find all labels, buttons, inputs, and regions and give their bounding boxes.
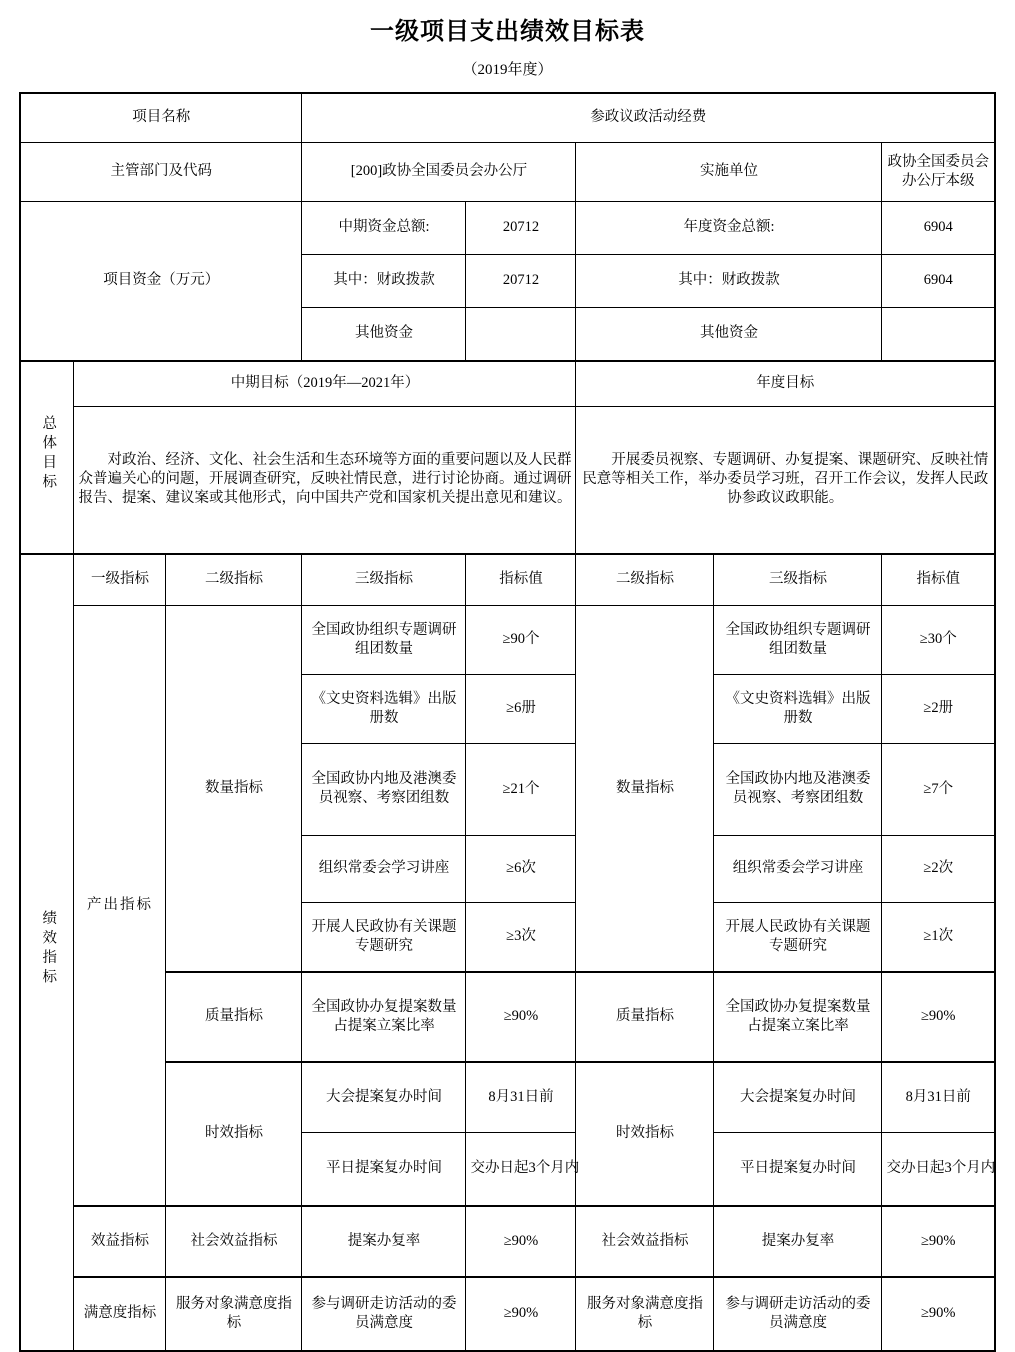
funding-mid-approp-label: 其中：财政拨款 — [302, 254, 466, 307]
indicator-name-annual: 全国政协内地及港澳委员视察、考察团组数 — [714, 743, 882, 835]
col-header-level2-mid: 二级指标 — [166, 554, 302, 606]
level2-quantity-mid: 数量指标 — [166, 605, 302, 972]
indicator-name-annual: 参与调研走访活动的委员满意度 — [714, 1277, 882, 1351]
department-label: 主管部门及代码 — [20, 142, 302, 201]
level2-quantity-annual: 数量指标 — [576, 605, 714, 972]
overall-goal-row-label — [20, 361, 74, 554]
funding-annual-other-label: 其他资金 — [576, 307, 882, 361]
indicator-name-annual: 组织常委会学习讲座 — [714, 835, 882, 902]
page-title: 一级项目支出绩效目标表 — [370, 19, 645, 45]
indicator-value-mid: ≥90个 — [466, 605, 576, 674]
project-name-label: 项目名称 — [20, 93, 302, 143]
table-row — [20, 1206, 995, 1277]
indicator-name-mid: 参与调研走访活动的委员满意度 — [302, 1277, 466, 1351]
funding-annual-total-label: 年度资金总额: — [576, 201, 882, 254]
indicator-value-annual: ≥2次 — [882, 835, 995, 902]
indicator-value-annual: ≥90% — [882, 1206, 995, 1277]
indicator-value-mid: ≥90% — [466, 972, 576, 1062]
indicator-name-annual: 平日提案复办时间 — [714, 1132, 882, 1206]
table-row — [20, 1062, 995, 1133]
funding-annual-total-value: 6904 — [882, 201, 995, 254]
indicator-value-mid: ≥6次 — [466, 835, 576, 902]
indicator-name-mid: 全国政协组织专题调研组团数量 — [302, 605, 466, 674]
indicator-header-row — [20, 554, 995, 606]
level2-quality-mid: 质量指标 — [166, 972, 302, 1062]
funding-label: 项目资金（万元） — [20, 201, 302, 361]
department-row — [20, 142, 995, 201]
level2-quality-annual: 质量指标 — [576, 972, 714, 1062]
table-row — [20, 972, 995, 1062]
indicator-name-mid: 开展人民政协有关课题专题研究 — [302, 902, 466, 972]
department-value: [200]政协全国委员会办公厅 — [302, 142, 576, 201]
mid-term-goal-text: 对政治、经济、文化、社会生活和生态环境等方面的重要问题以及人民群众普遍关心的问题，开展调查研究，反映社情民意，进行讨论协商。通过调研报告、提案、建议案或其他形式，向中国共产党和国家机关提出意见和建议。 — [74, 406, 576, 554]
indicator-value-annual: ≥30个 — [882, 605, 995, 674]
implementer-value: 政协全国委员会办公厅本级 — [882, 142, 995, 201]
level2-client-satisfaction-mid: 服务对象满意度指标 — [166, 1277, 302, 1351]
indicator-value-mid: 8月31日前 — [466, 1062, 576, 1133]
page-subtitle: （2019年度） — [462, 61, 553, 78]
indicator-value-annual: ≥90% — [882, 972, 995, 1062]
indicator-value-annual: ≥1次 — [882, 902, 995, 972]
indicator-name-mid: 大会提案复办时间 — [302, 1062, 466, 1133]
col-header-value-annual: 指标值 — [882, 554, 995, 606]
indicator-value-mid: ≥3次 — [466, 902, 576, 972]
indicator-name-annual: 大会提案复办时间 — [714, 1062, 882, 1133]
funding-annual-approp-value: 6904 — [882, 254, 995, 307]
level1-output-label: 产出指标 — [74, 605, 166, 1206]
indicator-value-mid: ≥90% — [466, 1206, 576, 1277]
annual-goal-text: 开展委员视察、专题调研、办复提案、课题研究、反映社情民意等相关工作，举办委员学习班，召开工作会议，发挥人民政协参政议政职能。 — [576, 406, 995, 554]
indicator-value-annual: ≥90% — [882, 1277, 995, 1351]
mid-term-goal-header: 中期目标（2019年—2021年） — [74, 361, 576, 407]
indicator-name-mid: 全国政协内地及港澳委员视察、考察团组数 — [302, 743, 466, 835]
indicator-value-mid: 交办日起3个月内 — [466, 1132, 576, 1206]
overall-goal-header-row — [20, 361, 995, 407]
indicator-name-annual: 全国政协办复提案数量占提案立案比率 — [714, 972, 882, 1062]
col-header-level2-annual: 二级指标 — [576, 554, 714, 606]
indicators-row-label-text: 绩效指标 — [40, 910, 57, 989]
funding-mid-other-value — [466, 307, 576, 361]
level1-satisfaction-label: 满意度指标 — [74, 1277, 166, 1351]
level2-social-benefit-annual: 社会效益指标 — [576, 1206, 714, 1277]
level2-social-benefit-mid: 社会效益指标 — [166, 1206, 302, 1277]
funding-annual-approp-label: 其中：财政拨款 — [576, 254, 882, 307]
level2-timeliness-mid: 时效指标 — [166, 1062, 302, 1206]
indicator-name-mid: 平日提案复办时间 — [302, 1132, 466, 1206]
performance-target-table — [19, 92, 996, 1352]
indicator-value-mid: ≥90% — [466, 1277, 576, 1351]
indicator-name-mid: 组织常委会学习讲座 — [302, 835, 466, 902]
indicator-value-mid: ≥6册 — [466, 674, 576, 743]
indicator-name-annual: 《文史资料选辑》出版册数 — [714, 674, 882, 743]
funding-row-total — [20, 201, 995, 254]
indicator-name-annual: 全国政协组织专题调研组团数量 — [714, 605, 882, 674]
indicators-row-label — [20, 554, 74, 1351]
funding-mid-total-label: 中期资金总额: — [302, 201, 466, 254]
col-header-level3-annual: 三级指标 — [714, 554, 882, 606]
project-name-value: 参政议政活动经费 — [302, 93, 995, 143]
project-name-row — [20, 93, 995, 143]
indicator-value-annual: 8月31日前 — [882, 1062, 995, 1133]
overall-goal-row-label-text: 总体目标 — [40, 415, 57, 494]
funding-mid-other-label: 其他资金 — [302, 307, 466, 361]
indicator-value-annual: ≥7个 — [882, 743, 995, 835]
funding-annual-other-value — [882, 307, 995, 361]
level1-benefit-label: 效益指标 — [74, 1206, 166, 1277]
implementer-label: 实施单位 — [576, 142, 882, 201]
funding-mid-total-value: 20712 — [466, 201, 576, 254]
col-header-level3-mid: 三级指标 — [302, 554, 466, 606]
indicator-name-mid: 《文史资料选辑》出版册数 — [302, 674, 466, 743]
level2-client-satisfaction-annual: 服务对象满意度指标 — [576, 1277, 714, 1351]
indicator-name-mid: 全国政协办复提案数量占提案立案比率 — [302, 972, 466, 1062]
col-header-level1: 一级指标 — [74, 554, 166, 606]
funding-mid-approp-value: 20712 — [466, 254, 576, 307]
indicator-name-annual: 开展人民政协有关课题专题研究 — [714, 902, 882, 972]
annual-goal-header: 年度目标 — [576, 361, 995, 407]
table-row — [20, 605, 995, 674]
indicator-name-annual: 提案办复率 — [714, 1206, 882, 1277]
table-row — [20, 1277, 995, 1351]
overall-goal-text-row — [20, 406, 995, 554]
performance-target-page — [0, 18, 1015, 1331]
indicator-value-mid: ≥21个 — [466, 743, 576, 835]
col-header-value-mid: 指标值 — [466, 554, 576, 606]
indicator-name-mid: 提案办复率 — [302, 1206, 466, 1277]
indicator-value-annual: ≥2册 — [882, 674, 995, 743]
indicator-value-annual: 交办日起3个月内 — [882, 1132, 995, 1206]
level2-timeliness-annual: 时效指标 — [576, 1062, 714, 1206]
